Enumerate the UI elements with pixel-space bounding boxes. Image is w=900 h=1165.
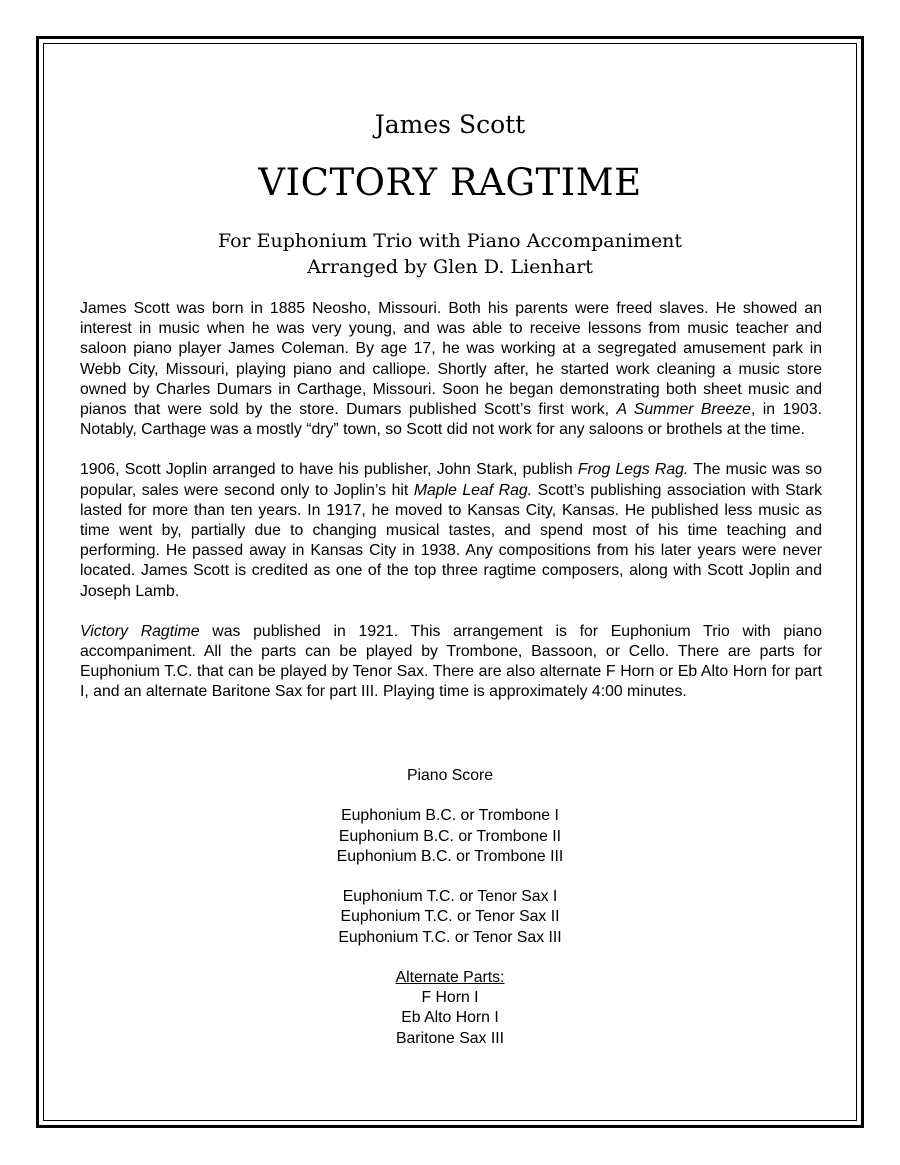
text-run: Scott’s publishing association with Stark lasted for more than ten years. In 1917, he moved to Kansas City, Kansas. He published less music as time went by, partially due to changing musical tastes, and spend most of his time teaching and performing. He passed away in Kansas City in 1938. Any compositions from his later years were never located. James Scott is credited as one of the top three ragtime composers, along with Scott Joplin and Joseph Lamb. [80, 481, 822, 600]
part-item: Euphonium B.C. or Trombone II [338, 827, 562, 845]
part-item: Euphonium T.C. or Tenor Sax II [340, 908, 560, 926]
parts-list [0, 766, 900, 1069]
part-item: Euphonium T.C. or Tenor Sax III [338, 928, 562, 946]
work-title: A Summer Breeze [616, 401, 751, 419]
treble-clef-group [0, 887, 900, 948]
text-run: was published in 1921. This arrangement is for Euphonium Trio with piano accompaniment. All the parts can be played by Trombone, Bassoon, or Cello. There are parts for Euphonium T.C. that can be played by Tenor Sax. There are also alternate F Horn or Eb Alto Horn for part I, and an alternate Baritone Sax for part III. Playing time is approximately 4:00 minutes. [80, 622, 822, 701]
arranger-line: Arranged by Glen D. Lienhart [307, 256, 593, 278]
part-item: Euphonium B.C. or Trombone III [336, 847, 564, 865]
paragraph-arrangement [80, 622, 822, 703]
text-run: James Scott was born in 1885 Neosho, Missouri. Both his parents were freed slaves. He showed an interest in music when he was very young, and was able to receive lessons from music teacher and saloon piano player James Coleman. By age 17, he was working at a segregated amusement park in Webb City, Missouri, playing piano and calliope. Shortly after, he started work cleaning a music store owned by Charles Dumars in Carthage, Missouri. Soon he began demonstrating both sheet music and pianos that were sold by the store. Dumars published Scott’s first work, [80, 300, 822, 419]
part-item: Eb Alto Horn I [401, 1009, 499, 1027]
work-title: Frog Legs Rag. [577, 461, 689, 479]
subtitle [0, 228, 900, 280]
paragraph-career [80, 460, 822, 601]
text-run: 1906, Scott Joplin arranged to have his publisher, John Stark, publish [80, 461, 578, 479]
part-item: F Horn I [421, 989, 479, 1007]
part-item: Baritone Sax III [395, 1029, 504, 1047]
composer-name: James Scott [374, 110, 526, 139]
alternate-group [0, 968, 900, 1049]
instrumentation-line: For Euphonium Trio with Piano Accompaniment [217, 230, 683, 252]
program-notes [80, 299, 822, 723]
alternate-parts-heading: Alternate Parts: [395, 968, 505, 986]
text-run: , in 1903. Notably, Carthage was a mostly “dry” town, so Scott did not work for any saloons or brothels at the time. [80, 401, 823, 439]
bass-clef-group [0, 806, 900, 867]
part-item: Euphonium T.C. or Tenor Sax I [342, 888, 558, 906]
work-title: Maple Leaf Rag. [413, 481, 533, 499]
part-item: Euphonium B.C. or Trombone I [341, 807, 559, 825]
work-title: Victory Ragtime [80, 622, 200, 640]
score-group [0, 766, 900, 786]
part-item: Piano Score [406, 767, 494, 784]
paragraph-biography [80, 299, 822, 440]
text-run: The music was so popular, sales were second only to Joplin’s hit [80, 461, 822, 499]
piece-title: VICTORY RAGTIME [258, 161, 642, 204]
